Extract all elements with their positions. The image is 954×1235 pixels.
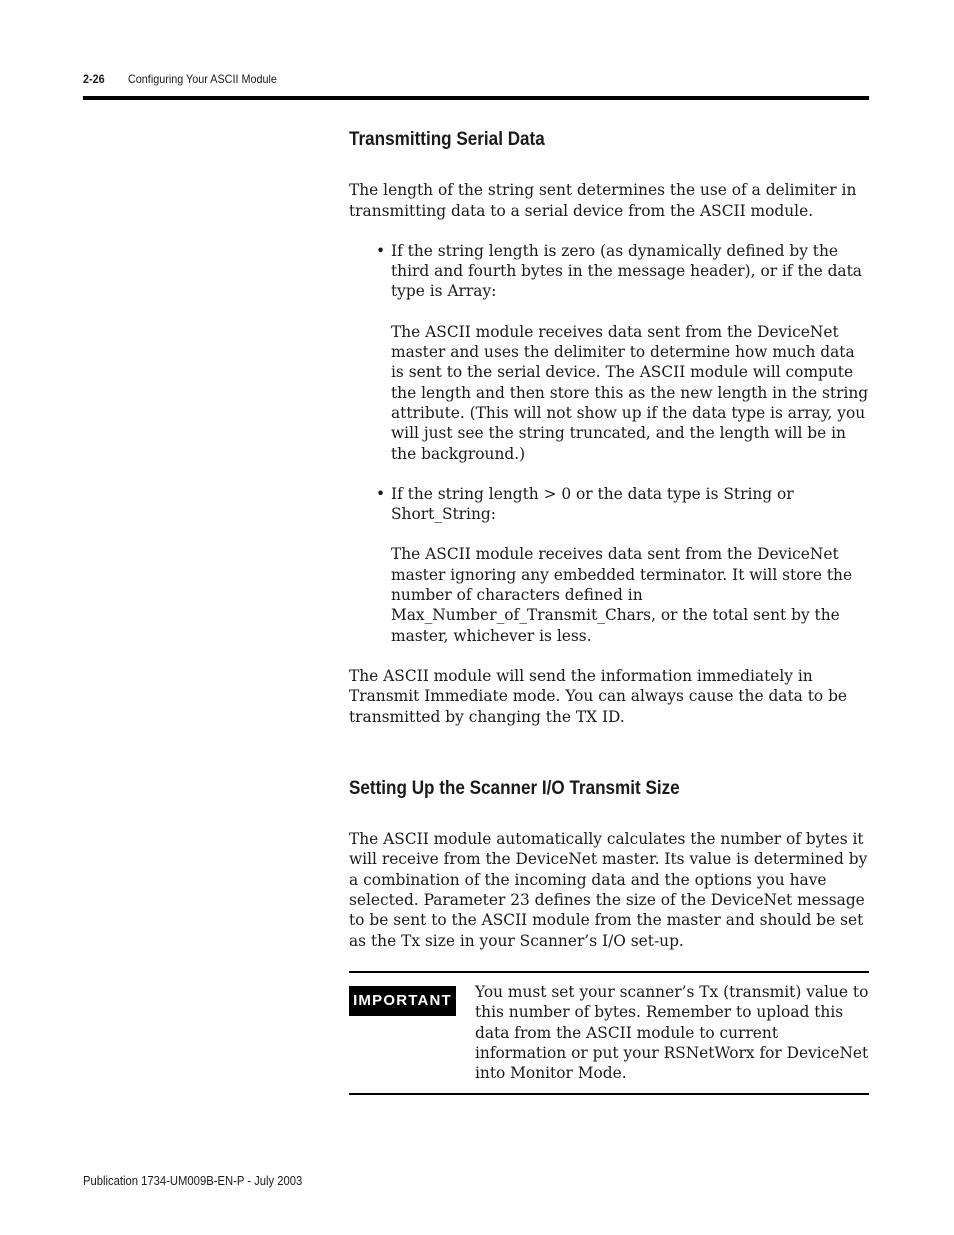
- section-heading-scanner: Setting Up the Scanner I/O Transmit Size: [349, 777, 680, 799]
- bullet-dot-icon: •: [376, 241, 386, 260]
- bullet-dot-icon: •: [376, 484, 386, 503]
- header-rule: [83, 96, 869, 100]
- section1-closing: The ASCII module will send the information immediately in Transmit Immediate mode. You can always cause the data to be transmitted by changing the TX ID.: [349, 666, 848, 726]
- main-content: [349, 130, 869, 1095]
- bullet-item-2: [349, 484, 869, 525]
- section1-intro: The length of the string sent determines the use of a delimiter in transmitting data to a serial device from the ASCII module.: [349, 181, 857, 220]
- chapter-title: Configuring Your ASCII Module: [128, 72, 277, 86]
- section-heading-transmitting: Transmitting Serial Data: [349, 129, 545, 150]
- page-footer: Publication 1734-UM009B-EN-P - July 2003: [83, 1174, 303, 1188]
- bullet-2-detail: The ASCII module receives data sent from the DeviceNet master ignoring any embedded terminator. It will store the number of characters defined in Max_Number_of_Transmit_Chars, or the total sent by the master, whichever is less.: [391, 545, 853, 645]
- page-number: 2-26: [83, 72, 105, 86]
- bullet-1-text: If the string length is zero (as dynamically defined by the third and fourth bytes in the message header), or if the data type is Array:: [391, 241, 862, 301]
- important-note: [349, 971, 869, 1095]
- bullet-item-1: [349, 241, 869, 302]
- important-text: You must set your scanner’s Tx (transmit) value to this number of bytes. Remember to upload this data from the ASCII module to current information or put your RSNetWorx for DeviceNet into Monitor Mode.: [475, 982, 869, 1083]
- page-header: [83, 72, 790, 92]
- section2-body: The ASCII module automatically calculates the number of bytes it will receive from the DeviceNet master. Its value is determined by a combination of the incoming data and the options you have selected. Parameter 23 defines the size of the DeviceNet message to be sent to the ASCII module from the master and should be set as the Tx size in your Scanner’s I/O set-up.: [349, 830, 868, 950]
- bullet-1-detail: The ASCII module receives data sent from the DeviceNet master and uses the delimiter to determine how much data is sent to the serial device. The ASCII module will compute the length and then store this as the new length in the string attribute. (This will not show up if the data type is array, you will just see the string truncated, and the length will be in the background.): [391, 322, 869, 463]
- important-label: IMPORTANT: [349, 986, 456, 1016]
- bullet-2-text: If the string length > 0 or the data type is String or Short_String:: [391, 484, 794, 524]
